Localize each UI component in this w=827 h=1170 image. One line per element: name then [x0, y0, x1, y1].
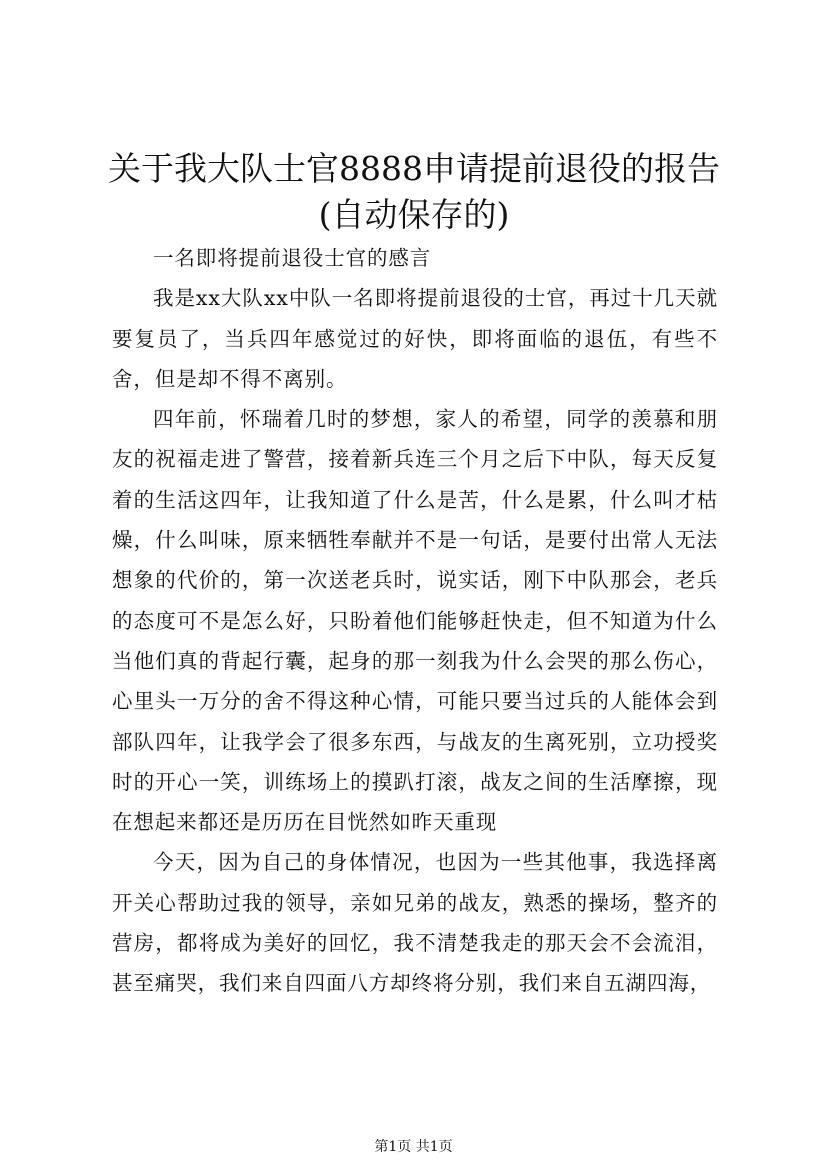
document-body — [112, 238, 718, 1004]
paragraph-memories: 四年前，怀瑞着几时的梦想，家人的希望，同学的羡慕和朋友的祝福走进了警营，接着新兵连三个月之后下中队，每天反复着的生活这四年，让我知道了什么是苦，什么是累，什么叫才枯燥，什么叫味，原来牺牲奉献并不是一句话，是要付出常人无法想象的代价的，第一次送老兵时，说实话，刚下中队那会，老兵的态度可不是怎么好，只盼着他们能够赶快走，但不知道为什么当他们真的背起行囊，起身的那一刻我为什么会哭的那么伤心，心里头一万分的舍不得这种心情，可能只要当过兵的人能体会到部队四年，让我学会了很多东西，与战友的生离死别，立功授奖时的开心一笑，训练场上的摸趴打滚，战友之间的生活摩擦，现在想起来都还是历历在目恍然如昨天重现 — [112, 407, 718, 835]
paragraph-intro: 我是xx大队xx中队一名即将提前退役的士官，再过十几天就要复员了，当兵四年感觉过的好快，即将面临的退伍，有些不舍，但是却不得不离别。 — [112, 286, 718, 391]
paragraph-subtitle: 一名即将提前退役士官的感言 — [153, 246, 432, 270]
page-footer: 第1页 共1页 — [374, 1139, 453, 1155]
document-title: 关于我大队士官8888申请提前退役的报告(自动保存的) — [108, 149, 720, 234]
paragraph-today: 今天，因为自己的身体情况，也因为一些其他事，我选择离开关心帮助过我的领导，亲如兄弟的战友，熟悉的操场，整齐的营房，都将成为美好的回忆，我不清楚我走的那天会不会流泪，甚至痛哭，我们来自四面八方却终将分别，我们来自五湖四海， — [112, 850, 718, 996]
